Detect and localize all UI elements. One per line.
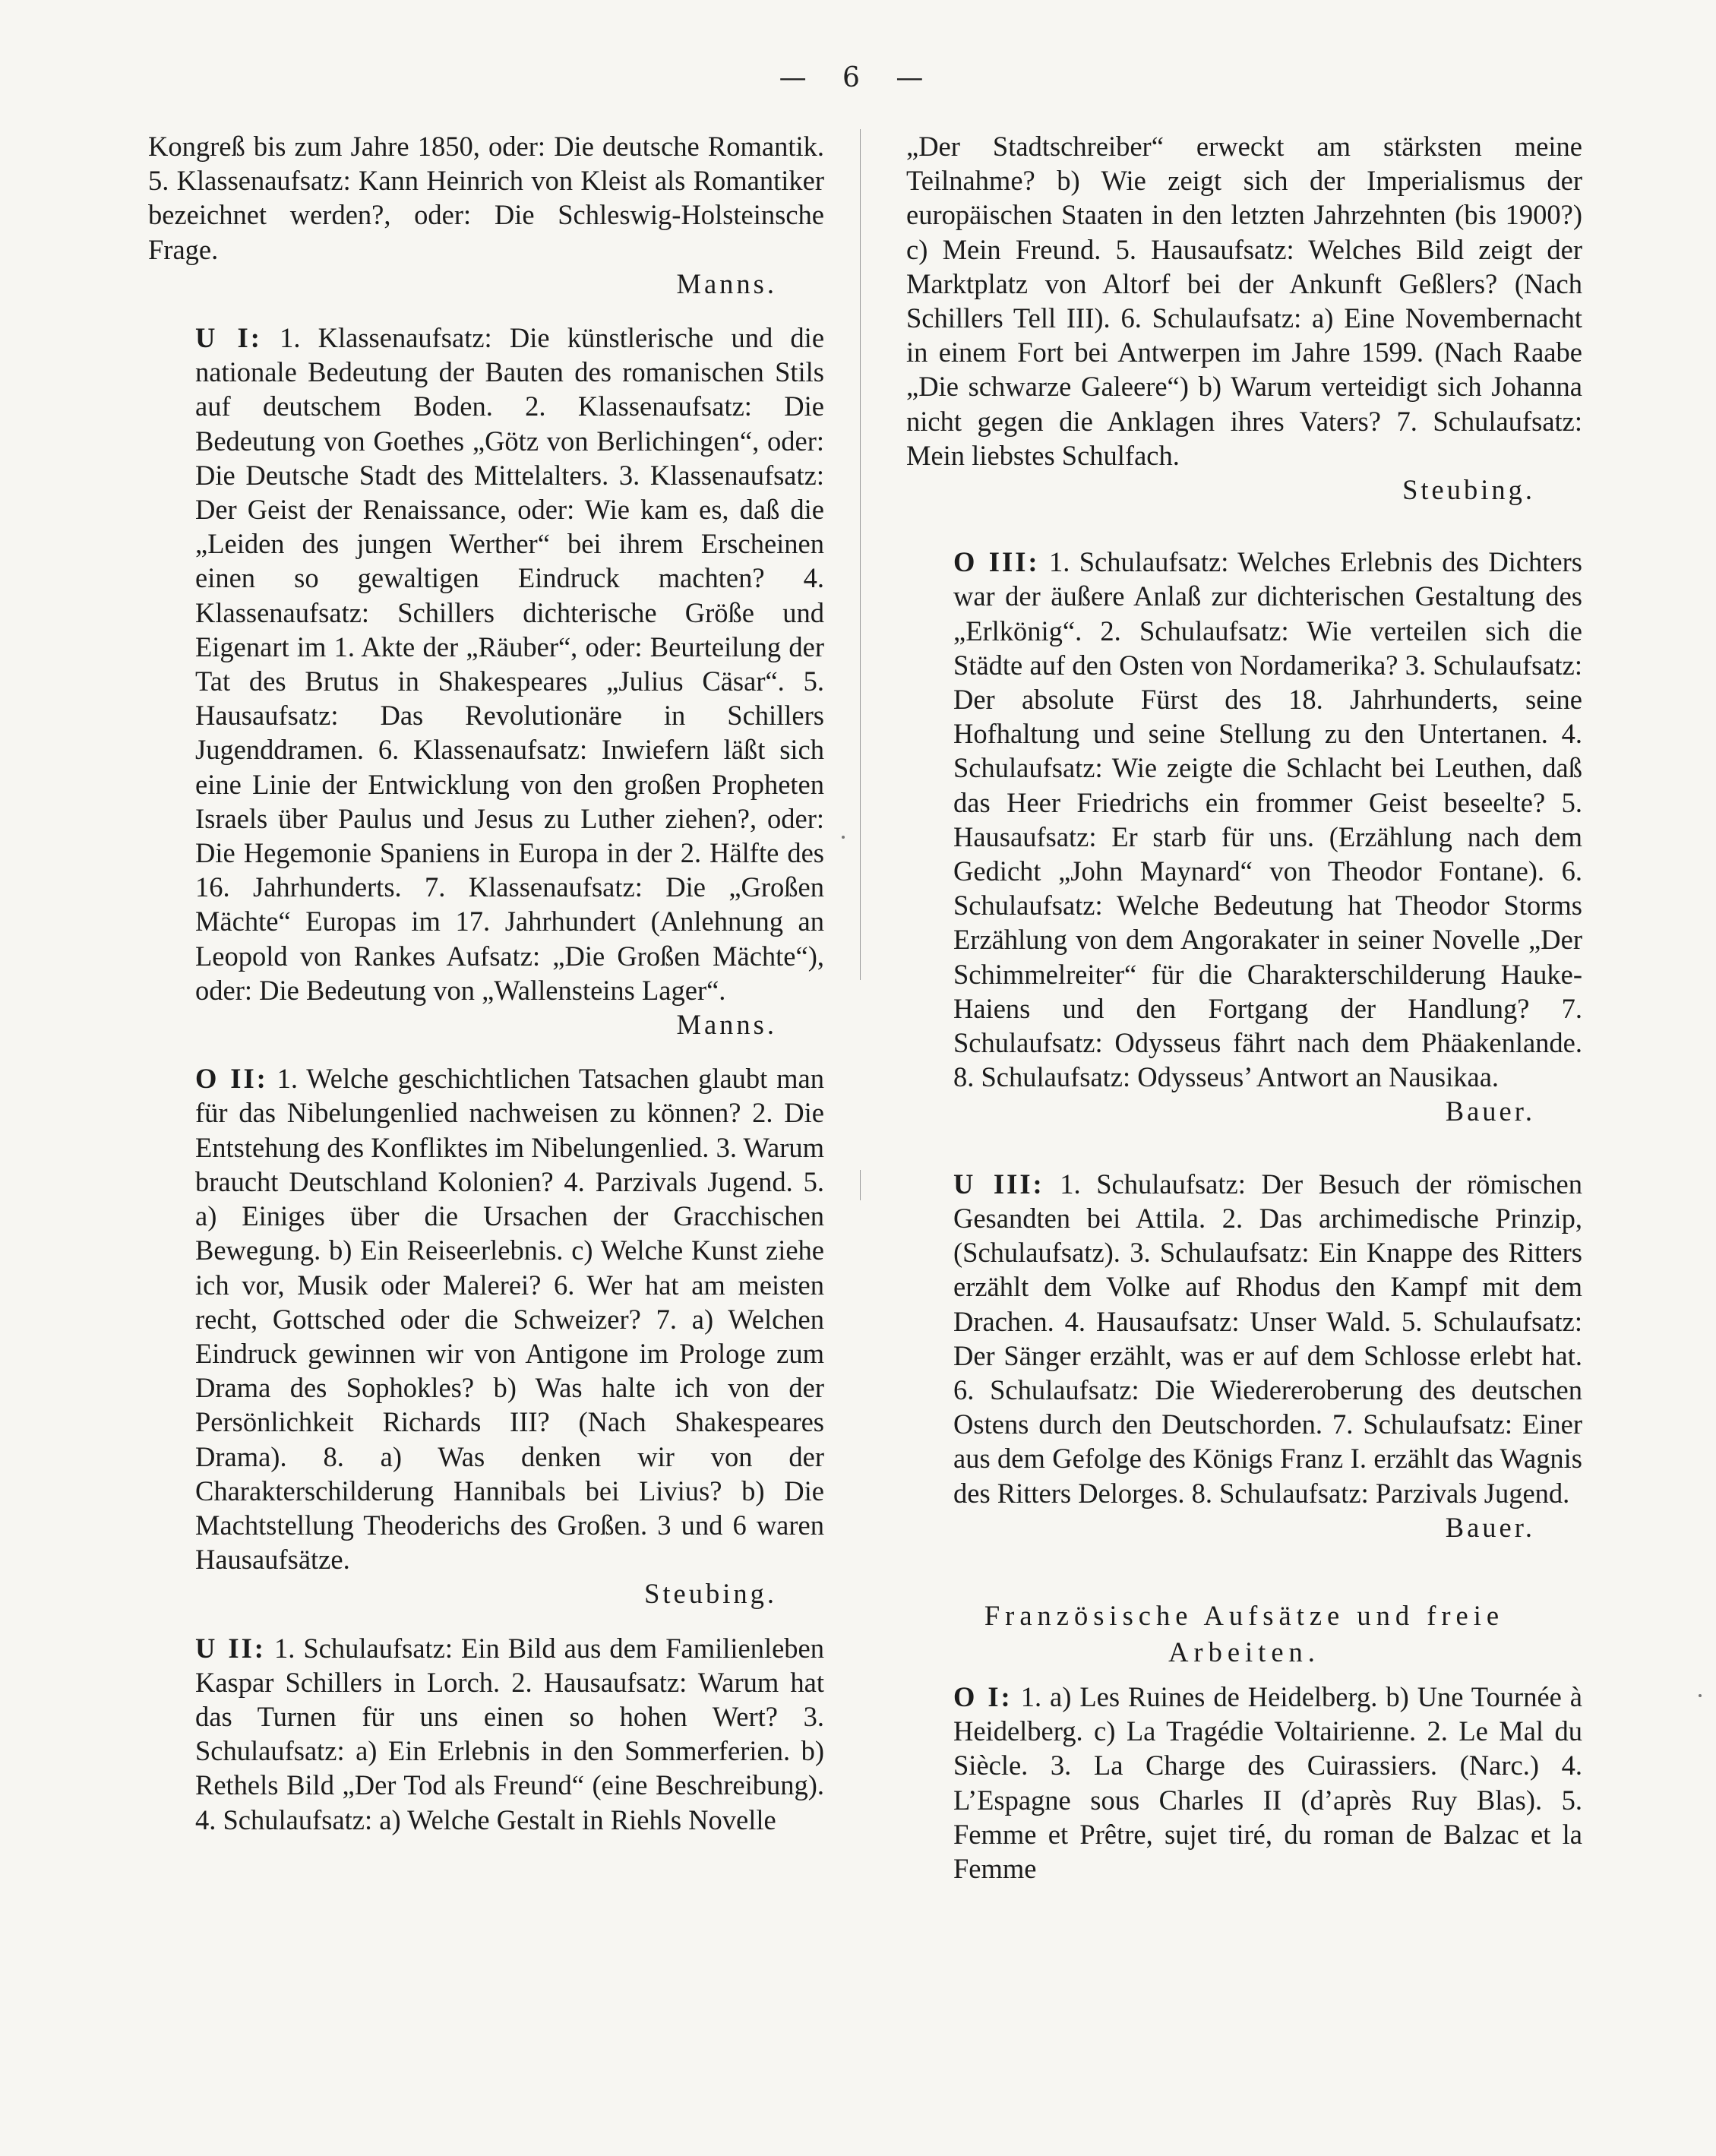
right-paragraph-4-text: 1. a) Les Ruines de Heidelberg. b) Une Tournée à Heidelberg. c) La Tragédie Voltairienne. 2. Le Mal du Siècle. 3. La Charge des Cuirassiers. (Narc.) 4. L’Espagne sous Charles II (d’après Ruy Blas). 5. Femme et Prêtre, sujet tiré, du roman de Balzac et la Femme	[953, 1680, 1583, 1884]
right-paragraph-2-text: 1. Schulaufsatz: Welches Erlebnis des Dichters war der äußere Anlaß zur dichterischen Gestaltung des „Erlkönig“. 2. Schulaufsatz: Wie verteilen sich die Städte auf den Osten von Nordamerika? 3. Schulaufsatz: Der absolute Fürst des 18. Jahrhunderts, seine Hofhaltung und seine Stellung zu den Untertanen. 4. Schulaufsatz: Wie zeigte die Schlacht bei Leuthen, daß das Heer Friedrichs ein frommer Geist beseelte? 5. Hausaufsatz: Er starb für uns. (Erzählung nach dem Gedicht „John Maynard“ von Theodor Fontane). 6. Schulaufsatz: Welche Bedeutung hat Theodor Storms Erzählung von dem Angorakater in seiner Novelle „Der Schimmelreiter“ für die Charakterschilderung Hauke-Haiens und den Fortgang der Handlung? 7. Schulaufsatz: Odysseus fährt nach dem Phäakenlande. 8. Schulaufsatz: Odysseus’ Antwort an Nausikaa.	[953, 546, 1582, 1093]
print-speck	[842, 836, 845, 839]
right-paragraph-3-text: 1. Schulaufsatz: Der Besuch der römischen Gesandten bei Attila. 2. Das archimedische Prinzip, (Schulaufsatz). 3. Schulaufsatz: Ein Knappe des Ritters erzählt dem Volke auf Rhodus den Kampf mit dem Drachen. 4. Hausaufsatz: Unser Wald. 5. Schulaufsatz: Der Sänger erzählt, was er auf dem Schlosse erlebt hat. 6. Schulaufsatz: Die Wiedereroberung des deutschen Ostens durch den Deutschorden. 7. Schulaufsatz: Einer aus dem Gefolge des Königs Franz I. erzählt das Wagnis des Ritters Delorges. 8. Schulaufsatz: Parzivals Jugend.	[953, 1168, 1582, 1509]
class-label-u-i: U I:	[195, 322, 262, 354]
left-paragraph-4-text: 1. Schulaufsatz: Ein Bild aus dem Familienleben Kaspar Schillers in Lorch. 2. Hausaufsatz: Warum hat das Turnen für uns einen so hohen Wert? 3. Schulaufsatz: a) Ein Erlebnis in den Sommerferien. b) Rethels Bild „Der Tod als Freund“ (eine Beschreibung). 4. Schulaufsatz: a) Welche Gestalt in Riehls Novelle	[195, 1632, 824, 1835]
signature-manns-1: Manns.	[676, 267, 777, 299]
class-label-u-iii: U III:	[953, 1168, 1044, 1200]
signature-steubing-1: Steubing.	[644, 1578, 777, 1610]
signature-bauer-1: Bauer.	[1445, 1095, 1535, 1127]
right-paragraph-1-text: „Der Stadtschreiber“ erweckt am stärksten meine Teilnahme? b) Wie zeigt sich der Imperialismus der europäischen Staaten in den letzten Jahrzehnten (bis 1900?) c) Mein Freund. 5. Hausaufsatz: Welches Bild zeigt der Marktplatz von Altorf bei der Ankunft Geßlers? (Nach Schillers Tell III). 6. Schulaufsatz: a) Eine Novembernacht in einem Fort bei Antwerpen im Jahre 1599. (Nach Raabe „Die schwarze Galeere“) b) Warum verteidigt sich Johanna nicht gegen die Anklagen ihres Vaters? 7. Schulaufsatz: Mein liebstes Schulfach.	[906, 131, 1582, 471]
left-paragraph-1-text: Kongreß bis zum Jahre 1850, oder: Die deutsche Romantik. 5. Klassenaufsatz: Kann Heinrich von Kleist als Romantiker bezeichnet werden?, oder: Die Schleswig-Holsteinsche Frage.	[148, 131, 824, 265]
signature-steubing-2: Steubing.	[1402, 474, 1535, 506]
column-divider-fragment	[860, 1170, 861, 1200]
print-speck	[1699, 1694, 1702, 1697]
page-number: — 6 —	[779, 62, 937, 93]
left-paragraph-3	[148, 1061, 824, 1611]
right-paragraph-4	[906, 1680, 1582, 1886]
left-paragraph-4	[148, 1631, 824, 1837]
right-paragraph-2	[906, 545, 1582, 1128]
class-label-o-i: O I:	[953, 1680, 1013, 1712]
left-paragraph-2-text: 1. Klassenaufsatz: Die künstlerische und die nationale Bedeutung der Bauten des romanischen Stils auf deutschem Boden. 2. Klassenaufsatz: Die Bedeutung von Goethes „Götz von Berlichingen“, oder: Die Deutsche Stadt des Mittelalters. 3. Klassenaufsatz: Der Geist der Renaissance, oder: Wie kam es, daß die „Leiden des jungen Werther“ bei ihrem Erscheinen einen so gewaltigen Eindruck machten? 4. Klassenaufsatz: Schillers dichterische Größe und Eigenart im 1. Akte der „Räuber“, oder: Beurteilung der Tat des Brutus in Shakespeares „Julius Cäsar“. 5. Hausaufsatz: Das Revolutionäre in Schillers Jugenddramen. 6. Klassenaufsatz: Inwiefern läßt sich eine Linie der Entwicklung von den großen Propheten Israels über Paulus und Jesus zu Luther ziehen?, oder: Die Hegemonie Spaniens in Europa in der 2. Hälfte des 16. Jahrhunderts. 7. Klassenaufsatz: Die „Großen Mächte“ Europas im 17. Jahrhundert (Anlehnung an Leopold von Rankes Aufsatz: „Die Großen Mächte“), oder: Die Bedeutung von „Wallensteins Lager“.	[195, 322, 825, 1006]
signature-bauer-2: Bauer.	[1445, 1511, 1535, 1543]
column-divider	[860, 129, 861, 980]
right-paragraph-1	[906, 129, 1582, 507]
left-paragraph-1	[148, 129, 824, 301]
left-paragraph-2	[148, 321, 824, 1042]
left-column	[148, 129, 824, 1837]
class-label-u-ii: U II:	[195, 1632, 266, 1664]
class-label-o-ii: O II:	[195, 1063, 268, 1095]
section-heading-french-essays: Französische Aufsätze und freie Arbeiten.	[984, 1599, 1505, 1668]
right-column	[906, 129, 1582, 1886]
right-paragraph-3	[906, 1167, 1582, 1544]
class-label-o-iii: O III:	[953, 546, 1040, 578]
left-paragraph-3-text: 1. Welche geschichtlichen Tatsachen glaubt man für das Nibelungenlied nachweisen zu können? 2. Die Entstehung des Konfliktes im Nibelungenlied. 3. Warum braucht Deutschland Kolonien? 4. Parzivals Jugend. 5. a) Einiges über die Ursachen der Gracchischen Bewegung. b) Ein Reiseerlebnis. c) Welche Kunst ziehe ich vor, Musik oder Malerei? 6. Wer hat am meisten recht, Gottsched oder die Schweizer? 7. a) Welchen Eindruck gewinnen wir von Antigone im Prologe zum Drama des Sophokles? b) Was halte ich von der Persönlichkeit Richards III? (Nach Shakespeares Drama). 8. a) Was denken wir von der Charakterschilderung Hannibals bei Livius? b) Die Machtstellung Theoderichs des Großen. 3 und 6 waren Hausaufsätze.	[195, 1063, 824, 1576]
signature-manns-2: Manns.	[676, 1009, 777, 1041]
